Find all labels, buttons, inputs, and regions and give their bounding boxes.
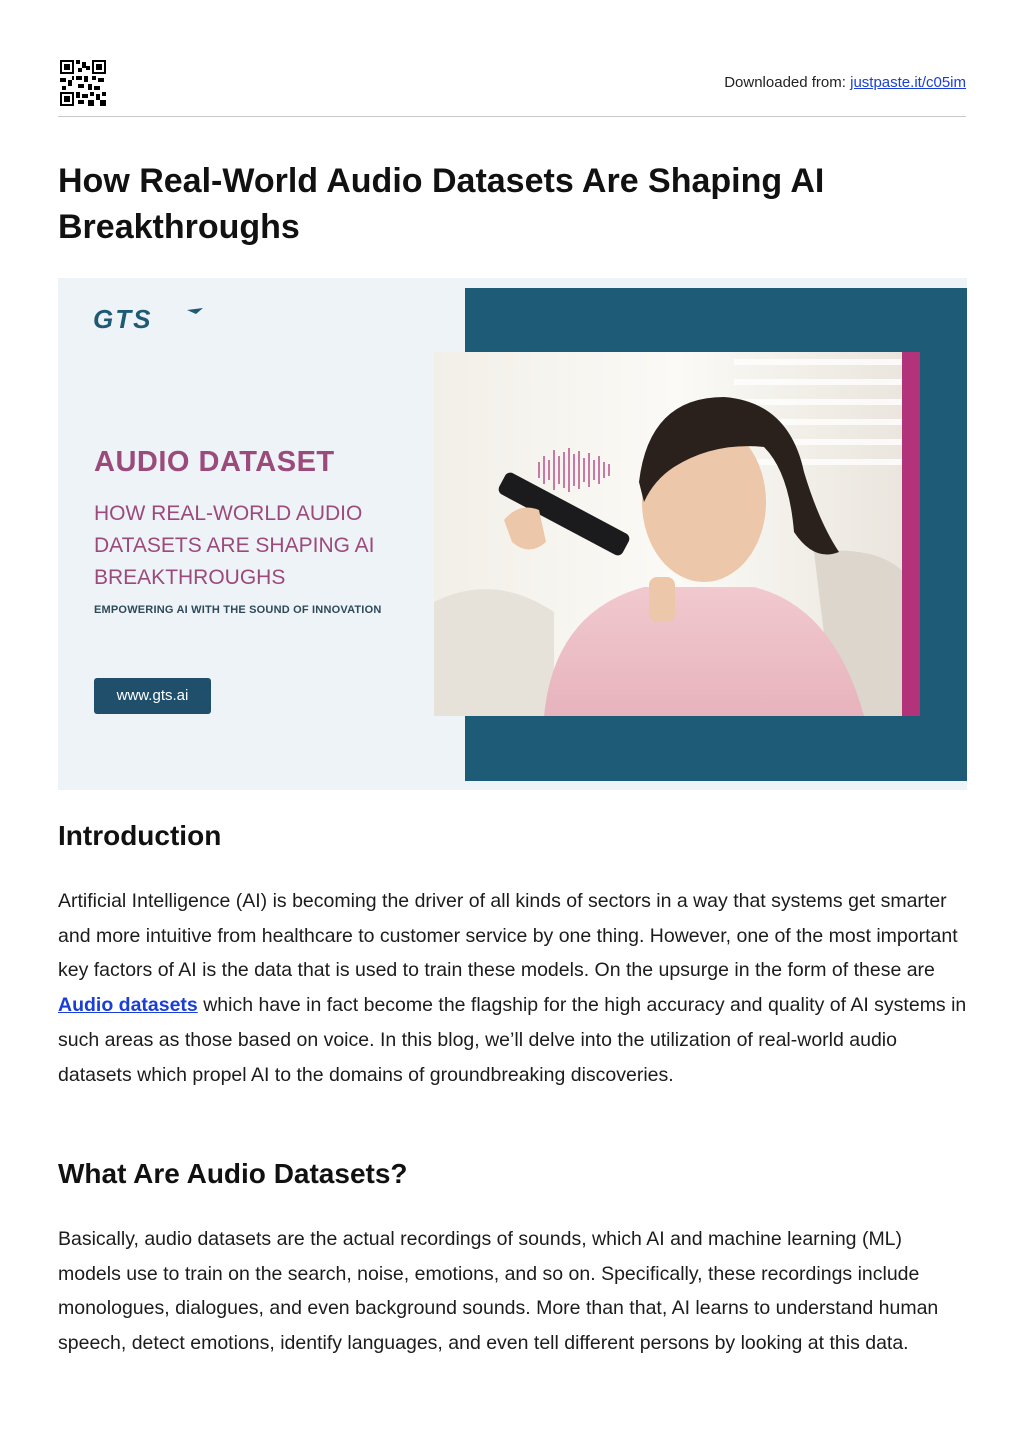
section-heading-introduction: Introduction [58,820,222,851]
audio-datasets-link[interactable]: Audio datasets [58,994,198,1017]
banner-url-button: www.gts.ai [94,678,211,714]
qr-code-icon [60,60,106,106]
woman-with-phone-photo [434,352,920,716]
logo-text: GTS [93,306,153,334]
banner-tagline: EMPOWERING AI WITH THE SOUND OF INNOVATION [94,604,382,616]
introduction-paragraph [58,884,968,1092]
source-link[interactable]: justpaste.it/c05im [850,74,966,91]
banner-subheading: HOW REAL-WORLD AUDIO DATASETS ARE SHAPING AI BREAKTHROUGHS [94,502,375,589]
source-prefix: Downloaded from: [724,74,846,91]
source-attribution [724,74,966,91]
header-divider [58,116,966,117]
what-are-audio-datasets-paragraph: Basically, audio datasets are the actual recordings of sounds, which AI and machine learning (ML) models use to train on the search, noise, emotions, and so on. Specifically, these recordings include monologues, dialogues, and even background sounds. More than that, AI learns to understand human speech, detect emotions, identify languages, and even tell different persons by looking at this data. [58,1228,939,1355]
hero-banner [58,278,967,790]
article-title: How Real-World Audio Datasets Are Shaping AI Breakthroughs [58,162,825,246]
intro-text-before-link: Artificial Intelligence (AI) is becoming the driver of all kinds of sectors in a way that systems get smarter and more intuitive from healthcare to customer service by one thing. However, one of the most important key factors of AI is the data that is used to train these models. On the upsurge in the form of these are [58,890,958,982]
intro-text-after-link: which have in fact become the flagship for the high accuracy and quality of AI systems in such areas as those based on voice. In this blog, we’ll delve into the utilization of real-world audio datasets which propel AI to the domains of groundbreaking discoveries. [58,994,967,1086]
banner-magenta-accent [902,352,920,716]
gts-logo [93,306,205,334]
banner-heading: AUDIO DATASET [94,446,335,478]
section-heading-what-are-audio-datasets: What Are Audio Datasets? [58,1158,408,1189]
